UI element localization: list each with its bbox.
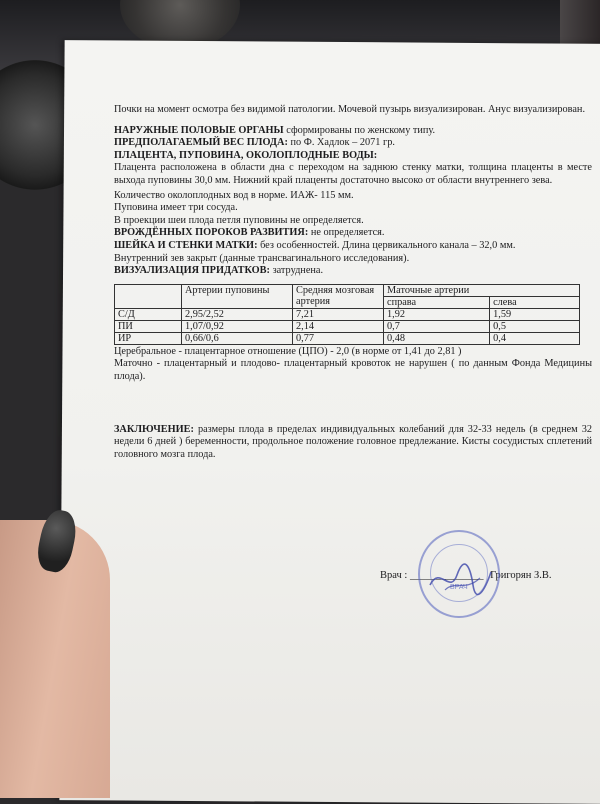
bloodflow-text: Маточно - плацентарный и плодово- плацентарный кровоток не нарушен ( по данным Фонда Медицины плода). [114, 358, 592, 382]
genitals-text: сформированы по женскому типу. [286, 124, 436, 136]
cell-umbilical: 1,07/0,92 [182, 320, 293, 332]
signature-blank: ______________ [409, 570, 484, 581]
defects-label: ВРОЖДЁННЫХ ПОРОКОВ РАЗВИТИЯ: [114, 227, 309, 239]
adnexa-label: ВИЗУАЛИЗАЦИЯ ПРИДАТКОВ: [114, 265, 270, 277]
cord-vessels-text: Пуповина имеет три сосуда. [114, 202, 238, 214]
header-umbilical: Артерии пуповины [182, 284, 293, 308]
header-right: справа [384, 296, 490, 308]
placenta-text: Плацента расположена в области дна с переходом на заднюю стенку матки, толщина плаценты в месте выхода пуповины 30,0 мм. Нижний край плаценты достаточно высоко от области внутреннего зева. [114, 162, 592, 186]
cell-left: 0,4 [490, 332, 580, 344]
genitals-label: НАРУЖНЫЕ ПОЛОВЫЕ ОРГАНЫ [114, 124, 284, 136]
cervix-text-2: Внутренний зев закрыт (данные трансвагинального исследования). [114, 252, 410, 264]
adnexa-text: затруднена. [272, 265, 324, 277]
cpo-text: Церебральное - плацентарное отношение (ЦПО) - 2,0 (в норме от 1,41 до 2,81 ) [114, 345, 462, 357]
cord-loop-text: В проекции шеи плода петля пуповины не определяется. [114, 214, 364, 226]
weight-line [114, 137, 592, 150]
ultrasound-report [114, 104, 592, 461]
cell-right: 0,7 [384, 320, 490, 332]
handwritten-signature [425, 560, 495, 600]
header-mca: Средняя мозговая артерия [293, 284, 384, 308]
row-label: ИР [115, 332, 182, 344]
row-label: ПИ [115, 320, 182, 332]
cell-left: 1,59 [490, 308, 580, 320]
conclusion [114, 424, 592, 462]
genitals-line [114, 125, 592, 138]
defects-line [114, 227, 592, 240]
table-row [115, 332, 580, 344]
stamp-text: ВРАЧ [450, 584, 468, 591]
table-row [115, 320, 580, 332]
header-left: слева [490, 296, 580, 308]
weight-label: ПРЕДПОЛАГАЕМЫЙ ВЕС ПЛОДА: [114, 137, 288, 149]
row-label: С/Д [115, 308, 182, 320]
conclusion-label: ЗАКЛЮЧЕНИЕ: [114, 423, 194, 435]
table-corner-cell [115, 284, 182, 308]
cell-umbilical: 0,66/0,6 [182, 332, 293, 344]
cell-umbilical: 2,95/2,52 [182, 308, 293, 320]
cell-mca: 2,14 [293, 320, 384, 332]
cell-mca: 7,21 [293, 308, 384, 320]
cell-mca: 0,77 [293, 332, 384, 344]
doctor-name: Григорян З.В. [490, 570, 552, 581]
conclusion-text: размеры плода в пределах индивидуальных колебаний для 32-33 недель (в среднем 32 недели 6 дней ) беременности, продольное положение головное предлежание. Кисты сосудистых сплетений головного мозга плода. [114, 423, 592, 460]
amniotic-text: Количество околоплодных вод в норме. ИАЖ- 115 мм. [114, 189, 354, 201]
cell-left: 0,5 [490, 320, 580, 332]
cervix-line [114, 240, 592, 253]
table-header-row [115, 284, 580, 296]
kidneys-paragraph: Почки на момент осмотра без видимой патологии. Мочевой пузырь визуализирован. Анус визуализирован. [114, 104, 586, 115]
cell-right: 1,92 [384, 308, 490, 320]
adnexa-line [114, 265, 592, 278]
cervix-label: ШЕЙКА И СТЕНКИ МАТКИ: [114, 239, 258, 251]
cervix-text: без особенностей. Длина цервикального канала – 32,0 мм. [260, 239, 516, 251]
defects-text: не определяется. [310, 227, 385, 239]
header-uterine: Маточные артерии [384, 284, 580, 296]
placenta-label: ПЛАЦЕНТА, ПУПОВИНА, ОКОЛОПЛОДНЫЕ ВОДЫ: [114, 149, 378, 161]
doctor-label: Врач : [380, 570, 408, 581]
cell-right: 0,48 [384, 332, 490, 344]
table-row [115, 308, 580, 320]
weight-text: по Ф. Хадлок – 2071 гр. [290, 137, 395, 149]
doppler-table [114, 284, 580, 345]
